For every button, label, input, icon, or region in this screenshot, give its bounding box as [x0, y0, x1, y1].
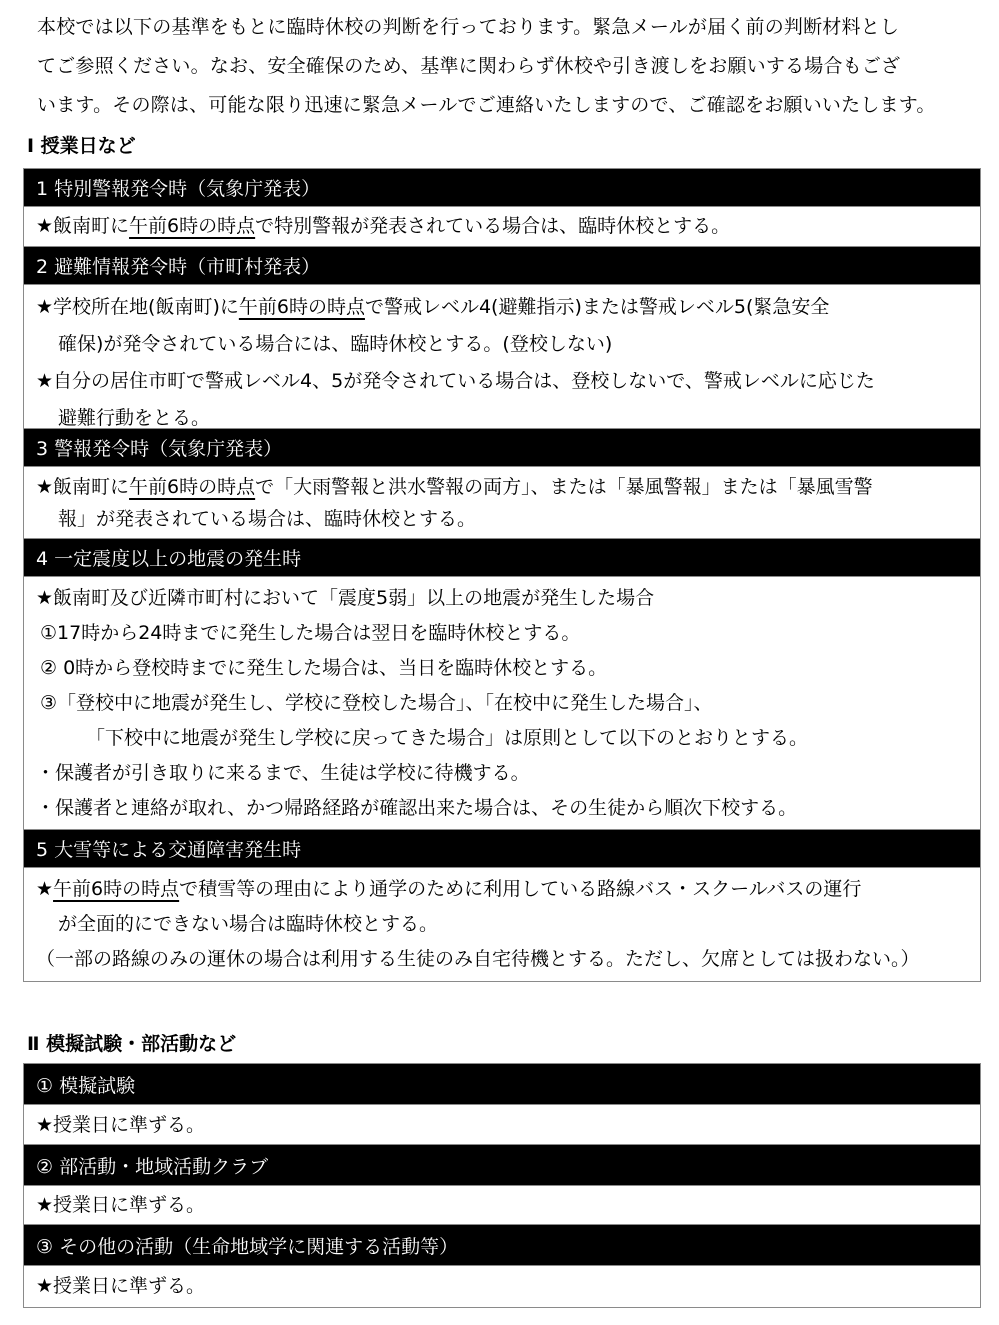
row-header-earthquake: 4 一定震度以上の地震の発生時 [24, 539, 980, 577]
row-body-special-warning: ★飯南町に午前6時の時点で特別警報が発表されている場合は、臨時休校とする。 [24, 207, 980, 247]
intro-line: てご参照ください。なお、安全確保のため、基準に関わらず休校や引き渡しをお願いする場合もござ [37, 55, 901, 77]
intro-line: います。その際は、可能な限り迅速に緊急メールでご連絡いたしますので、ご確認をお願いいたします。 [37, 94, 936, 116]
intro-paragraph [37, 8, 987, 125]
row-body-heavy-snow: ★午前6時の時点で積雪等の理由により通学のために利用している路線バス・スクールバスの運行 が全面的にできない場合は臨時休校とする。 （一部の路線のみの運休の場合は利用する生徒のみ自宅待機とする。ただし、欠席としては扱わない。） [24, 868, 980, 981]
class-days-table [23, 168, 981, 982]
mock-exams-clubs-table [23, 1063, 981, 1308]
row-header-evacuation-info: 2 避難情報発令時（市町村発表） [24, 247, 980, 285]
section-title-mock-exams-clubs: Ⅱ 模擬試験・部活動など [27, 1033, 237, 1055]
row-header-special-warning: 1 特別警報発令時（気象庁発表） [24, 169, 980, 207]
section-title-class-days: Ⅰ 授業日など [27, 135, 136, 157]
row-body-club-activities: ★授業日に準ずる。 [24, 1186, 980, 1225]
row-header-warning: 3 警報発令時（気象庁発表） [24, 429, 980, 467]
underlined-time: 午前6時の時点 [129, 215, 256, 237]
row-body-other-activities: ★授業日に準ずる。 [24, 1266, 980, 1307]
row-header-club-activities: ② 部活動・地域活動クラブ [24, 1145, 980, 1186]
underlined-time: 午前6時の時点 [238, 296, 365, 318]
intro-line: 本校では以下の基準をもとに臨時休校の判断を行っております。緊急メールが届く前の判断材料とし [37, 16, 900, 38]
row-header-other-activities: ③ その他の活動（生命地域学に関連する活動等） [24, 1225, 980, 1266]
row-body-mock-exams: ★授業日に準ずる。 [24, 1105, 980, 1145]
row-header-heavy-snow: 5 大雪等による交通障害発生時 [24, 830, 980, 868]
row-body-evacuation-info: ★学校所在地(飯南町)に午前6時の時点で警戒レベル4(避難指示)または警戒レベル5(緊急安全 確保)が発令されている場合には、臨時休校とする。(登校しない) ★自分の居住市町で警戒レベル4、5が発令されている場合は、登校しないで、警戒レベルに応じた 避難行動をとる。 [24, 285, 980, 429]
underlined-time: 午前6時の時点 [53, 878, 180, 900]
row-body-warning: ★飯南町に午前6時の時点で「大雨警報と洪水警報の両方」、または「暴風警報」または「暴風雪警 報」が発表されている場合は、臨時休校とする。 [24, 467, 980, 539]
row-body-earthquake: ★飯南町及び近隣市町村において「震度5弱」以上の地震が発生した場合 ①17時から24時までに発生した場合は翌日を臨時休校とする。 ② 0時から登校時までに発生した場合は、当日を臨時休校とする。 ③「登校中に地震が発生し、学校に登校した場合」、「在校中に発生した場合」、 「下校中に地震が発生し学校に戻ってきた場合」は原則として以下のとおりとする。 ・保護者が引き取りに来るまで、生徒は学校に待機する。 ・保護者と連絡が取れ、かつ帰路経路が確認出来た場合は、その生徒から順次下校する。 [24, 577, 980, 830]
underlined-time: 午前6時の時点 [129, 476, 256, 498]
row-header-mock-exams: ① 模擬試験 [24, 1064, 980, 1105]
